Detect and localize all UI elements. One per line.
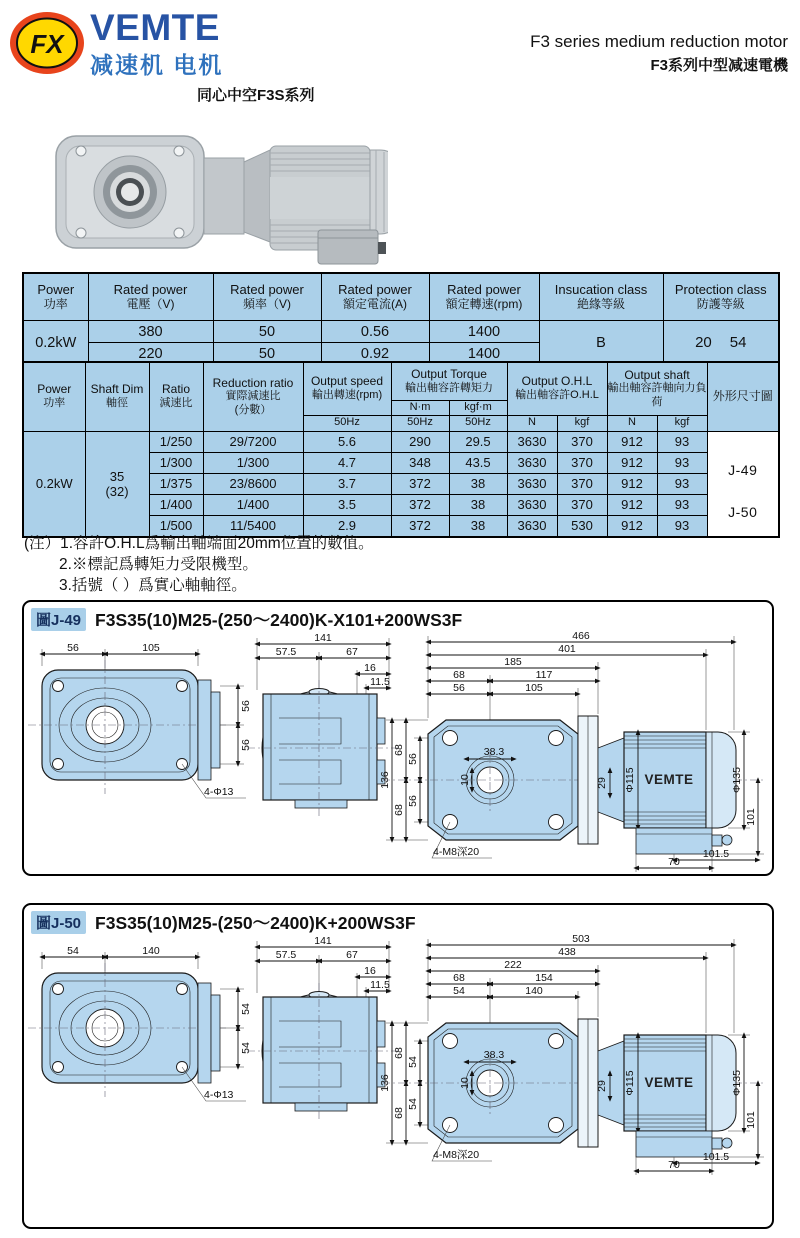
rating-table [22, 272, 780, 366]
cell: 370 [557, 473, 607, 494]
performance-table [22, 361, 780, 538]
cell: 912 [607, 431, 657, 452]
dim-label: 56 [407, 753, 419, 765]
cell: 35 (32) [85, 431, 149, 537]
dim-label: 117 [535, 669, 553, 681]
dim-label: 29 [596, 1080, 608, 1092]
dim-label: 54 [240, 1042, 252, 1054]
dim-label: 141 [314, 632, 332, 644]
panel-header [24, 905, 772, 935]
cell: 0.92 [321, 343, 429, 366]
col-header: Protection class 防護等級 [663, 273, 779, 321]
dim-label: Φ135 [731, 767, 743, 793]
cell: 380 [88, 321, 213, 343]
hole-callout: 4-Φ13 [204, 786, 234, 798]
dim-label: 140 [142, 945, 160, 957]
col-header: Reduction ratio 實際減速比 (分數） [203, 362, 303, 431]
side-view [247, 632, 399, 818]
dim-label: 38.3 [483, 1049, 505, 1061]
dim-label: 54 [67, 945, 79, 957]
cell: 93 [657, 431, 707, 452]
figure-tag: 圖J-50 [31, 911, 86, 934]
cell: 93 [657, 494, 707, 515]
cell: 1/250 [149, 431, 203, 452]
side-view [247, 935, 399, 1121]
cell: 11/5400 [203, 515, 303, 537]
cell: 370 [557, 494, 607, 515]
figure-ref-cell [707, 431, 779, 537]
cell: 93 [657, 452, 707, 473]
cell: 912 [607, 452, 657, 473]
dim-label: 68 [393, 1047, 405, 1059]
cell: 370 [557, 431, 607, 452]
cell: 50 [213, 343, 321, 366]
dim-label: 57.5 [275, 646, 297, 658]
col-header: N·m [391, 400, 449, 415]
dim-label: 56 [407, 795, 419, 807]
title-en: F3 series medium reduction motor [530, 32, 788, 51]
cell: 1/500 [149, 515, 203, 537]
cell: 530 [557, 515, 607, 537]
brand-name-zh: 减速机 电机 [90, 52, 224, 79]
cell: 1/400 [149, 494, 203, 515]
cell: 38 [449, 515, 507, 537]
dim-label: 222 [504, 959, 522, 971]
col-header: 外形尺寸圖 [707, 362, 779, 431]
dim-label: 67 [346, 949, 358, 961]
col-header: N [507, 415, 557, 431]
footnotes [24, 534, 374, 596]
cell: 1400 [429, 343, 539, 366]
front-view [28, 642, 252, 798]
col-header: Output O.H.L 輸出軸容許O.H.L [507, 362, 607, 415]
cell: 23/8600 [203, 473, 303, 494]
col-header: kgf [657, 415, 707, 431]
dim-label: 101 [745, 808, 757, 826]
figure-panel-j49 [22, 600, 774, 876]
col-header: Output Torque 輸出軸容許轉矩力 [391, 362, 507, 400]
dim-label: 11.5 [370, 676, 390, 688]
cell: 3.5 [303, 494, 391, 515]
dim-label: 101.5 [702, 848, 730, 860]
cell: 3630 [507, 494, 557, 515]
dim-label: 101.5 [702, 1151, 730, 1163]
cell: 0.56 [321, 321, 429, 343]
col-header: Insucation class 絶緣等級 [539, 273, 663, 321]
col-header: Rated power 額定轉速(rpm) [429, 273, 539, 321]
cell: 372 [391, 473, 449, 494]
dim-label: Φ115 [624, 1070, 636, 1096]
cell: 4.7 [303, 452, 391, 473]
figure-ref: J-50 [728, 503, 758, 520]
dim-label: 54 [240, 1003, 252, 1015]
dim-label: 54 [453, 985, 465, 997]
dim-label: 56 [67, 642, 79, 654]
model-code: F3S35(10)M25-(250～2400)K+200WS3F [95, 913, 416, 933]
drawing-j50 [24, 935, 772, 1177]
cell: 372 [391, 515, 449, 537]
dim-label: 54 [407, 1056, 419, 1068]
col-header: 50Hz [303, 415, 391, 431]
cell: 1/400 [203, 494, 303, 515]
note-line: 2.※標記爲轉矩力受限機型。 [59, 555, 258, 573]
dim-label: 136 [379, 771, 391, 789]
assembly-view [379, 632, 766, 872]
assembly-view [379, 935, 766, 1175]
dim-label: 16 [364, 965, 376, 977]
model-code: F3S35(10)M25-(250～2400)K-X101+200WS3F [95, 610, 463, 630]
cell: B [539, 321, 663, 366]
dim-label: 68 [453, 972, 465, 984]
motor-brand-label: VEMTE [644, 1075, 694, 1090]
front-view [28, 945, 252, 1101]
cell: 912 [607, 494, 657, 515]
dim-label: 68 [393, 744, 405, 756]
col-header: Output speed 輸出轉速(rpm) [303, 362, 391, 415]
cell: 93 [657, 473, 707, 494]
col-header: 50Hz [449, 415, 507, 431]
dim-label: 11.5 [370, 979, 390, 991]
col-header: Power 功率 [23, 362, 85, 431]
cell: 50 [213, 321, 321, 343]
logo-text [90, 7, 224, 80]
cell: 348 [391, 452, 449, 473]
dim-label: 141 [314, 935, 332, 947]
dim-label: Φ115 [624, 767, 636, 793]
dim-label: 185 [504, 656, 522, 668]
dim-label: 10 [459, 774, 471, 786]
dim-label: 56 [240, 739, 252, 751]
cell: 93 [657, 515, 707, 537]
cell: 1/375 [149, 473, 203, 494]
dim-label: 70 [668, 856, 680, 868]
dim-label: 57.5 [275, 949, 297, 961]
dim-label: 56 [240, 700, 252, 712]
cell: 38 [449, 494, 507, 515]
dim-label: 54 [407, 1098, 419, 1110]
cell: 38 [449, 473, 507, 494]
table-row [23, 321, 779, 343]
col-header: Rated power 電壓（V) [88, 273, 213, 321]
col-header: N [607, 415, 657, 431]
page-title [530, 32, 788, 75]
cell: 912 [607, 515, 657, 537]
dim-label: 67 [346, 646, 358, 658]
table-header-row [23, 273, 779, 321]
col-header: Rated power 額定電流(A) [321, 273, 429, 321]
brand-logo [8, 7, 224, 80]
col-header: Power 功率 [23, 273, 88, 321]
col-header: 50Hz [391, 415, 449, 431]
cell: 1/300 [203, 452, 303, 473]
cell: 3630 [507, 515, 557, 537]
motor-brand-label: VEMTE [644, 772, 694, 787]
dim-label: 68 [453, 669, 465, 681]
cell: 29/7200 [203, 431, 303, 452]
cell: 29.5 [449, 431, 507, 452]
dim-label: 101 [745, 1111, 757, 1129]
dim-label: 140 [525, 985, 543, 997]
cell: 220 [88, 343, 213, 366]
dim-label: 56 [453, 682, 465, 694]
cell: 912 [607, 473, 657, 494]
cell: 372 [391, 494, 449, 515]
figure-tag: 圖J-49 [31, 608, 86, 631]
hole-callout: 4-M8深20 [433, 1149, 480, 1161]
dim-label: 29 [596, 777, 608, 789]
cell: 370 [557, 452, 607, 473]
brand-name: VEMTE [90, 7, 220, 48]
dim-label: 70 [668, 1159, 680, 1171]
cell: 1400 [429, 321, 539, 343]
dim-label: 466 [572, 632, 590, 642]
col-header: Output shaft 輸出軸容許軸向力負荷 [607, 362, 707, 415]
dim-label: 68 [393, 1107, 405, 1119]
title-zh: F3系列中型减速電機 [650, 57, 788, 74]
series-label: 同心中空F3S系列 [197, 87, 315, 104]
dim-label: 438 [558, 946, 576, 958]
panel-header [24, 602, 772, 632]
dim-label: 10 [459, 1077, 471, 1089]
cell: 5.6 [303, 431, 391, 452]
dim-label: 38.3 [483, 746, 505, 758]
dim-label: Φ135 [731, 1070, 743, 1096]
dim-label: 105 [525, 682, 543, 694]
cell: 1/300 [149, 452, 203, 473]
cell: 2.9 [303, 515, 391, 537]
table-header-row [23, 362, 779, 400]
col-header: Rated power 頻率（V) [213, 273, 321, 321]
cell: 3630 [507, 452, 557, 473]
dim-label: 503 [572, 935, 590, 945]
col-header: kgf [557, 415, 607, 431]
cell: 0.2kW [23, 431, 85, 537]
drawing-j49 [24, 632, 772, 874]
cell: 3630 [507, 431, 557, 452]
cell: 20 54 [663, 321, 779, 366]
figure-panel-j50 [22, 903, 774, 1229]
hole-callout: 4-Φ13 [204, 1089, 234, 1101]
dim-label: 401 [558, 643, 576, 655]
dim-label: 105 [142, 642, 160, 654]
dim-label: 16 [364, 662, 376, 674]
hole-callout: 4-M8深20 [433, 846, 480, 858]
note-line: (注）1.容許O.H.L爲輸出軸端面20mm位置的數值。 [24, 535, 374, 552]
logo-mark-icon [8, 10, 86, 76]
note-line: 3.括號（ ）爲實心軸軸徑。 [59, 576, 247, 594]
figure-ref: J-49 [728, 461, 758, 478]
cell: 3630 [507, 473, 557, 494]
logo-monogram: FX [30, 29, 64, 59]
table-row [23, 431, 779, 452]
cell: 3.7 [303, 473, 391, 494]
dim-label: 154 [535, 972, 553, 984]
dim-label: 68 [393, 804, 405, 816]
col-header: kgf·m [449, 400, 507, 415]
product-photo [42, 116, 388, 268]
cell: 290 [391, 431, 449, 452]
cell: 43.5 [449, 452, 507, 473]
cell: 0.2kW [23, 321, 88, 366]
col-header: Ratio 減速比 [149, 362, 203, 431]
dim-label: 136 [379, 1074, 391, 1092]
col-header: Shaft Dim 軸徑 [85, 362, 149, 431]
